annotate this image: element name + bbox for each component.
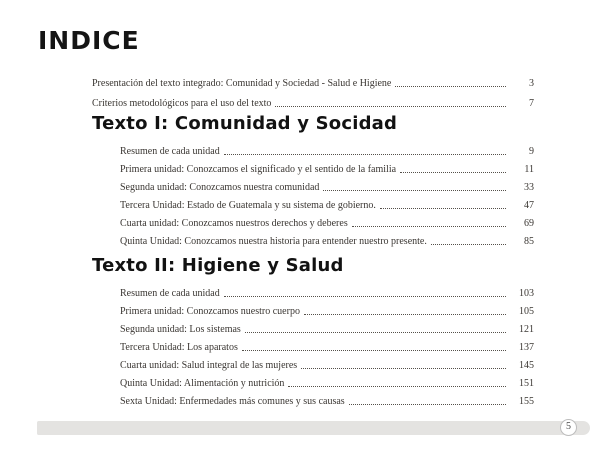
- dot-leader: [245, 332, 506, 333]
- toc-entry-page: 9: [529, 146, 534, 157]
- toc-entry-page: 137: [519, 342, 534, 353]
- toc-entry-page: 69: [524, 218, 534, 229]
- toc-entry-label: Primera unidad: Conozcamos el significado y el sentido de la familia: [120, 164, 397, 175]
- section-heading: Texto II: Higiene y Salud: [92, 255, 344, 276]
- dot-leader: [323, 190, 506, 191]
- toc-entry-label: Cuarta unidad: Salud integral de las mujeres: [120, 360, 298, 371]
- dot-leader: [400, 172, 506, 173]
- toc-entry: [92, 299, 534, 317]
- dot-leader: [431, 244, 506, 245]
- section-entries: [92, 139, 534, 247]
- toc-entry-page: 3: [529, 78, 534, 89]
- toc-entry-label: Segunda unidad: Los sistemas: [120, 324, 241, 335]
- toc-entry: [92, 281, 534, 299]
- toc-entry-page: 103: [519, 288, 534, 299]
- toc-entry: [92, 139, 534, 157]
- dot-leader: [288, 386, 506, 387]
- toc-entry-label: Quinta Unidad: Alimentación y nutrición: [120, 378, 285, 389]
- dot-leader: [242, 350, 506, 351]
- toc-entry-label: Tercera Unidad: Los aparatos: [120, 342, 238, 353]
- toc-entry-page: 151: [519, 378, 534, 389]
- section-entries: [92, 281, 534, 407]
- toc-section: [92, 114, 534, 247]
- toc-entry-label: Resumen de cada unidad: [120, 288, 220, 299]
- toc-entry: [92, 157, 534, 175]
- toc-entry-label: Resumen de cada unidad: [120, 146, 220, 157]
- toc-entry-label: Tercera Unidad: Estado de Guatemala y su sistema de gobierno.: [120, 200, 376, 211]
- toc-entry-label: Quinta Unidad: Conozcamos nuestra historia para entender nuestro presente.: [120, 236, 427, 247]
- toc-entry: [92, 89, 534, 109]
- toc-entry: [92, 193, 534, 211]
- toc-entry-page: 7: [529, 98, 534, 109]
- toc-section: [92, 256, 534, 407]
- toc-entry: [92, 371, 534, 389]
- toc-entry-page: 11: [524, 164, 534, 175]
- toc-entry: [92, 317, 534, 335]
- table-of-contents: [92, 69, 534, 407]
- dot-leader: [349, 404, 506, 405]
- toc-entry: [92, 175, 534, 193]
- page-number-badge: 5: [560, 419, 577, 436]
- toc-entry-label: Cuarta unidad: Conozcamos nuestros derechos y deberes: [120, 218, 348, 229]
- section-heading: Texto I: Comunidad y Socidad: [92, 113, 398, 134]
- toc-entry-label: Sexta Unidad: Enfermedades más comunes y sus causas: [120, 396, 345, 407]
- footer-bar: [37, 421, 590, 435]
- toc-entry-label: Primera unidad: Conozcamos nuestro cuerpo: [120, 306, 300, 317]
- toc-entry-label: Criterios metodológicos para el uso del texto: [92, 98, 272, 109]
- toc-entry: [92, 229, 534, 247]
- toc-entry-page: 33: [524, 182, 534, 193]
- dot-leader: [304, 314, 506, 315]
- dot-leader: [301, 368, 506, 369]
- toc-entry-label: Presentación del texto integrado: Comunidad y Sociedad - Salud e Higiene: [92, 78, 392, 89]
- toc-entry: [92, 389, 534, 407]
- page-title: INDICE: [38, 26, 140, 55]
- dot-leader: [380, 208, 506, 209]
- toc-entry: [92, 211, 534, 229]
- toc-top-entries: [92, 69, 534, 109]
- toc-sections: [92, 114, 534, 407]
- dot-leader: [224, 296, 506, 297]
- toc-entry: [92, 353, 534, 371]
- toc-entry: [92, 335, 534, 353]
- toc-entry: [92, 69, 534, 89]
- toc-entry-page: 121: [519, 324, 534, 335]
- dot-leader: [275, 106, 506, 107]
- dot-leader: [395, 86, 506, 87]
- dot-leader: [224, 154, 506, 155]
- toc-entry-page: 145: [519, 360, 534, 371]
- toc-entry-label: Segunda unidad: Conozcamos nuestra comunidad: [120, 182, 320, 193]
- toc-entry-page: 155: [519, 396, 534, 407]
- toc-entry-page: 105: [519, 306, 534, 317]
- dot-leader: [352, 226, 506, 227]
- toc-entry-page: 85: [524, 236, 534, 247]
- toc-entry-page: 47: [524, 200, 534, 211]
